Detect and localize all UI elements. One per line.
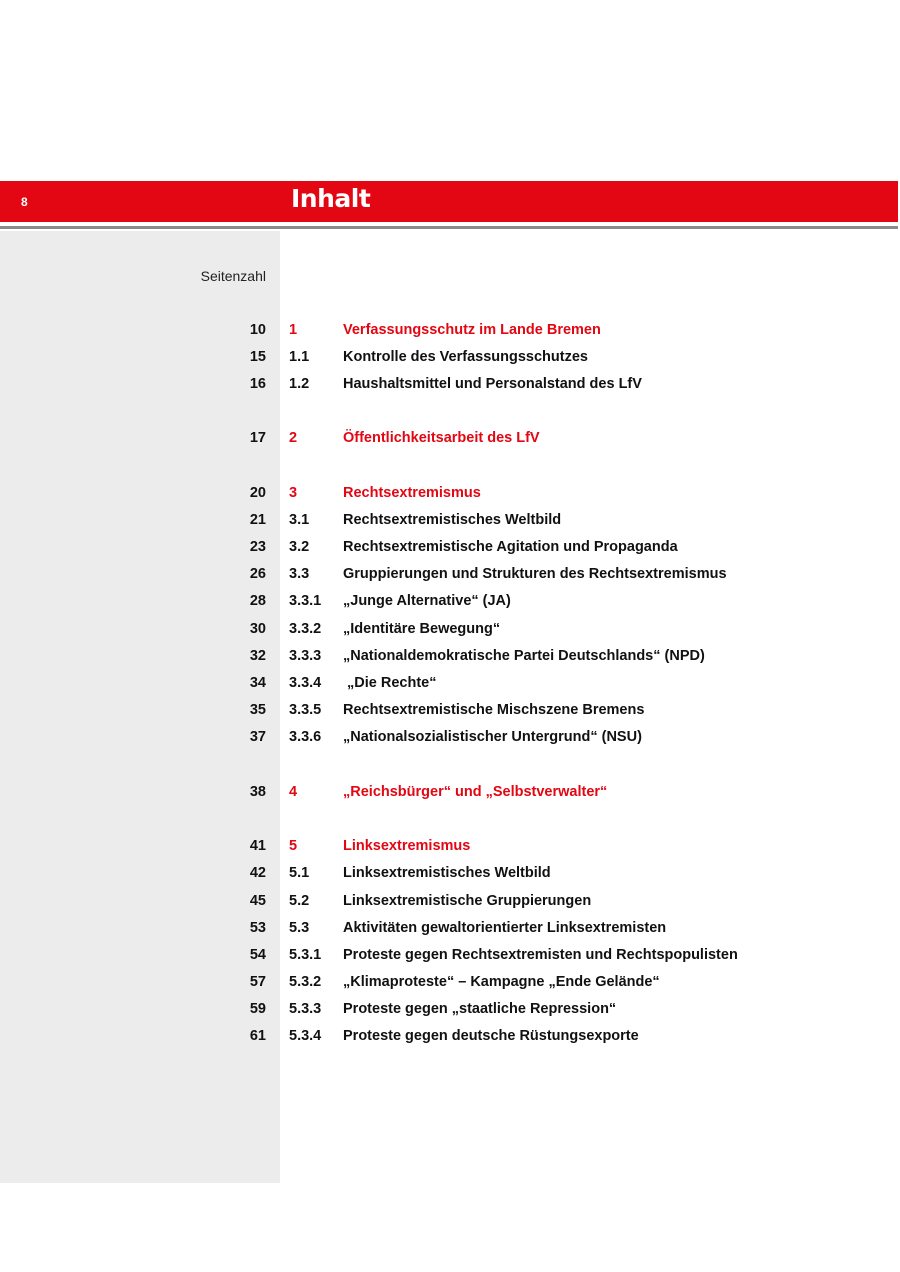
toc-entry-title: Rechtsextremistische Agitation und Propaganda (343, 539, 678, 556)
toc-page-number: 10 (249, 321, 266, 338)
toc-entry-number: 3.3.3 (289, 647, 322, 664)
toc-entry-row[interactable] (0, 642, 900, 669)
page-title: Inhalt (291, 184, 371, 213)
toc-entry-title: Proteste gegen Rechtsextremisten und Rechtspopulisten (343, 946, 738, 963)
toc-page-number: 53 (249, 919, 266, 936)
toc-entry-title: Rechtsextremismus (343, 484, 481, 501)
toc-entry-row[interactable] (0, 969, 900, 996)
toc-entry-number: 5.3.4 (289, 1028, 322, 1045)
toc-entry-number: 5.3.3 (289, 1001, 322, 1018)
toc-entry-number: 1.1 (289, 348, 310, 365)
toc-page-number: 59 (249, 1001, 266, 1018)
toc-page-number: 35 (249, 702, 266, 719)
toc-page-number: 28 (249, 593, 266, 610)
toc-entry-row[interactable] (0, 724, 900, 751)
toc-entry-row[interactable] (0, 615, 900, 642)
toc-entry-number: 5.2 (289, 892, 310, 909)
toc-entry-row[interactable] (0, 534, 900, 561)
toc-entry-title: „Die Rechte“ (343, 675, 437, 692)
toc-page-number: 16 (249, 375, 266, 392)
toc-entry-number: 3.3 (289, 566, 310, 583)
toc-entry-title: „Klimaproteste“ – Kampagne „Ende Gelände“ (343, 974, 660, 991)
toc-page-number: 32 (249, 647, 266, 664)
toc-chapter-row[interactable] (0, 425, 900, 452)
toc-entry-title: „Identitäre Bewegung“ (343, 620, 501, 637)
toc-entry-number: 3.3.5 (289, 702, 322, 719)
toc-page-number: 17 (249, 430, 266, 447)
toc-entry-title: Proteste gegen „staatliche Repression“ (343, 1001, 617, 1018)
toc-entry-title: Rechtsextremistische Mischszene Bremens (343, 702, 645, 719)
header-divider (0, 226, 898, 229)
toc-entry-number: 1.2 (289, 375, 310, 392)
toc-entry-number: 5.3.2 (289, 974, 322, 991)
toc-page-number: 34 (249, 675, 266, 692)
header-band (0, 181, 898, 222)
toc-entry-number: 5.3 (289, 919, 310, 936)
toc-entry-number: 5.3.1 (289, 946, 322, 963)
toc-entry-title: Linksextremistisches Weltbild (343, 865, 551, 882)
toc-entry-title: „Junge Alternative“ (JA) (343, 593, 511, 610)
toc-entry-title: „Nationaldemokratische Partei Deutschlands“ (NPD) (343, 647, 705, 664)
toc-page-number: 61 (249, 1028, 266, 1045)
toc-section (0, 479, 900, 751)
toc-entry-title: Öffentlichkeitsarbeit des LfV (343, 430, 540, 447)
toc-entry-number: 2 (289, 430, 298, 447)
toc-entry-title: Kontrolle des Verfassungsschutzes (343, 348, 588, 365)
toc-chapter-row[interactable] (0, 479, 900, 506)
toc-section (0, 833, 900, 1051)
toc-page-number: 38 (249, 783, 266, 800)
toc-entry-title: Rechtsextremistisches Weltbild (343, 511, 562, 528)
toc-page-number: 26 (249, 566, 266, 583)
toc-page-number: 21 (249, 511, 266, 528)
column-header-seitenzahl: Seitenzahl (200, 268, 266, 284)
toc-entry-row[interactable] (0, 860, 900, 887)
toc-entry-row[interactable] (0, 506, 900, 533)
toc-entry-row[interactable] (0, 887, 900, 914)
toc-chapter-row[interactable] (0, 833, 900, 860)
toc-entry-title: Haushaltsmittel und Personalstand des LfV (343, 375, 642, 392)
toc-section (0, 778, 900, 805)
toc-page-number: 37 (249, 729, 266, 746)
toc-entry-title: Proteste gegen deutsche Rüstungsexporte (343, 1028, 639, 1045)
toc-entry-title: Aktivitäten gewaltorientierter Linksextremisten (343, 919, 667, 936)
toc-entry-number: 3.2 (289, 539, 310, 556)
toc-entry-title: Gruppierungen und Strukturen des Rechtsextremismus (343, 566, 727, 583)
toc-entry-number: 3.3.2 (289, 620, 322, 637)
toc-entry-number: 3 (289, 484, 298, 501)
toc-entry-title: Linksextremistische Gruppierungen (343, 892, 592, 909)
toc-entry-row[interactable] (0, 1023, 900, 1050)
toc-entry-number: 5.1 (289, 865, 310, 882)
toc-entry-row[interactable] (0, 588, 900, 615)
toc-entry-number: 3.3.1 (289, 593, 322, 610)
toc-entry-number: 1 (289, 321, 298, 338)
toc-entry-row[interactable] (0, 370, 900, 397)
toc-entry-number: 3.1 (289, 511, 310, 528)
toc-entry-row[interactable] (0, 697, 900, 724)
toc-entry-title: Verfassungsschutz im Lande Bremen (343, 321, 601, 338)
toc-entry-row[interactable] (0, 941, 900, 968)
toc-entry-row[interactable] (0, 561, 900, 588)
toc-page-number: 15 (249, 348, 266, 365)
toc-entry-number: 4 (289, 783, 298, 800)
toc-entry-number: 3.3.4 (289, 675, 322, 692)
toc-entry-number: 3.3.6 (289, 729, 322, 746)
toc-page-number: 23 (249, 539, 266, 556)
toc-entry-number: 5 (289, 838, 298, 855)
toc-page-number: 30 (249, 620, 266, 637)
toc-entry-row[interactable] (0, 996, 900, 1023)
toc-entry-row[interactable] (0, 343, 900, 370)
table-of-contents (0, 316, 900, 1077)
toc-entry-title: „Reichsbürger“ und „Selbstverwalter“ (343, 783, 608, 800)
toc-page-number: 20 (249, 484, 266, 501)
toc-entry-title: „Nationalsozialistischer Untergrund“ (NSU) (343, 729, 642, 746)
toc-page-number: 41 (249, 838, 266, 855)
toc-entry-row[interactable] (0, 669, 900, 696)
toc-chapter-row[interactable] (0, 778, 900, 805)
toc-section (0, 425, 900, 452)
page-number: 8 (21, 195, 28, 209)
toc-entry-title: Linksextremismus (343, 838, 471, 855)
toc-chapter-row[interactable] (0, 316, 900, 343)
toc-page-number: 42 (249, 865, 266, 882)
toc-page-number: 57 (249, 974, 266, 991)
toc-page-number: 54 (249, 946, 266, 963)
toc-page-number: 45 (249, 892, 266, 909)
toc-entry-row[interactable] (0, 914, 900, 941)
toc-section (0, 316, 900, 398)
